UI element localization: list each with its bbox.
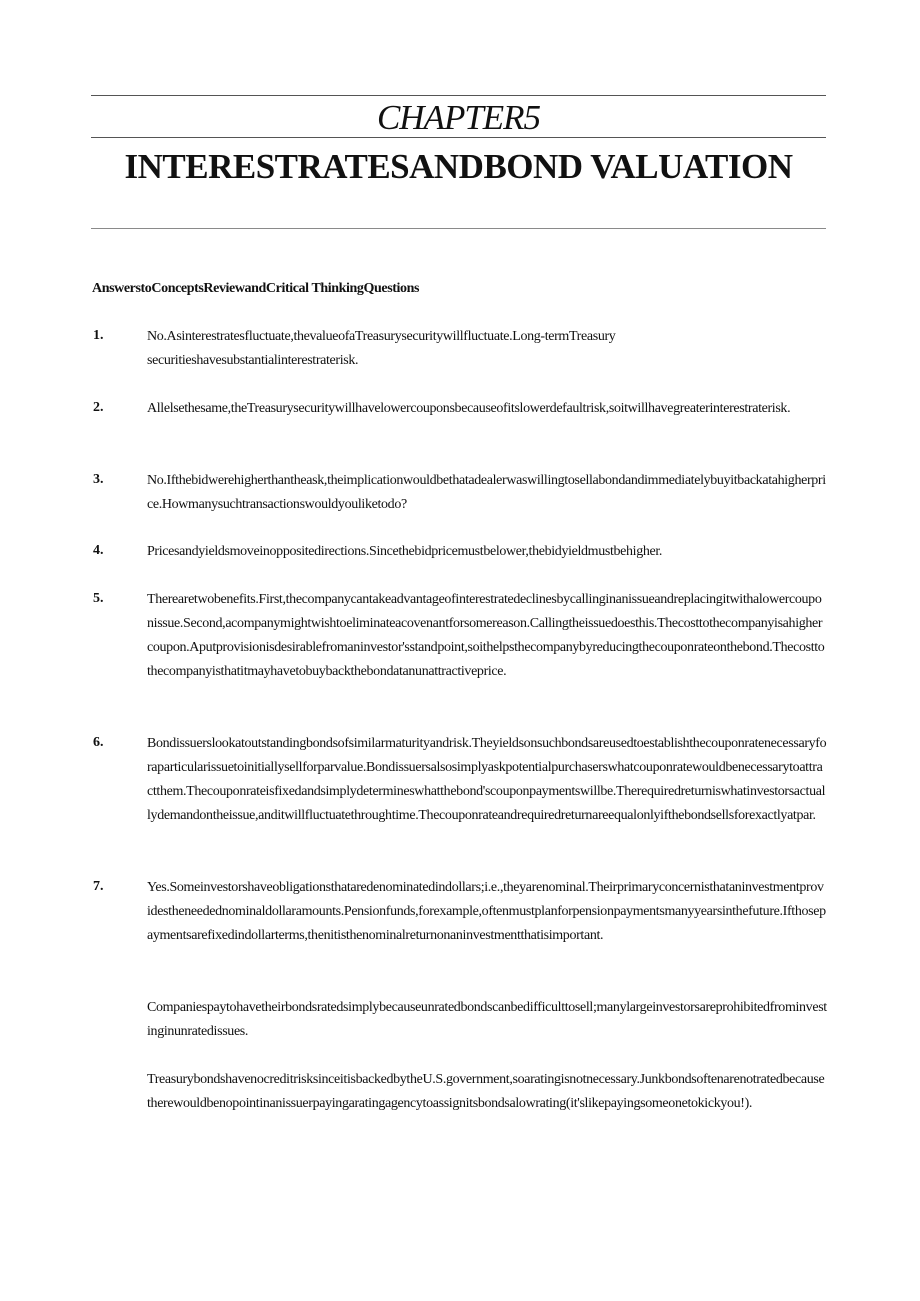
item-number-6: 6. (93, 735, 104, 750)
item-text-1: No.Asinterestratesfluctuate,thevalueofaTreasurysecuritywillfluctuate.Long-termTreasurysecuritieshavesubstantialinterestraterisk. (147, 329, 616, 368)
paragraph-ratings: Companiespaytohavetheirbondsratedsimplybecauseunratedbondscanbedifficulttosell;manylargeinvestorsareprohibitedfrominvestinginunratedissues. (147, 1000, 827, 1039)
item-number-2: 2. (93, 400, 104, 415)
item-number-3: 3. (93, 472, 104, 487)
item-number-5: 5. (93, 591, 104, 606)
item-number-4: 4. (93, 543, 104, 558)
item-text-2: Allelsethesame,theTreasurysecuritywillhavelowercouponsbecauseofitslowerdefaultrisk,soitwillhavegreaterinterestraterisk. (147, 401, 791, 416)
item-number-1: 1. (93, 328, 104, 343)
bottom-rule (91, 228, 826, 229)
chapter-title: INTERESTRATESANDBOND VALUATION (124, 147, 793, 186)
chapter-label: CHAPTER5 (376, 98, 541, 137)
section-heading: AnswerstoConceptsReviewandCritical ThinkingQuestions (92, 281, 420, 296)
item-text-5: Therearetwobenefits.First,thecompanycantakeadvantageofinterestratedeclinesbycallinginanissueandreplacingitwithalowercouponissue.Second,acompanymightwishtoeliminateacovenantforsomereason.Callingtheissuedoesthis.Thecosttothecompanyisahighercoupon.Aputprovisionisdesirablefromaninvestor'sstandpoint,soithelpsthecompanybyreducingthecouponrateonthebond.Thecosttothecompanyisthatitmayhavetobuybackthebondatanunattractiveprice. (147, 592, 825, 679)
chapter-rule (91, 137, 826, 138)
item-text-4: Pricesandyieldsmoveinoppositedirections.Sincethebidpricemustbelower,thebidyieldmustbehigher. (147, 544, 663, 559)
paragraph-treasury-junk: TreasurybondshavenocreditrisksinceitisbackedbytheU.S.government,soaratingisnotnecessary.Junkbondsoftenarenotratedbecausetherewouldbenopointinanissuerpayingaratingagencytoassignitsbondsalowrating(it'slikepayingsomeonetokickyou!). (147, 1072, 825, 1111)
top-rule (91, 95, 826, 96)
item-text-7: Yes.Someinvestorshaveobligationsthataredenominatedindollars;i.e.,theyarenominal.Theirprimaryconcernisthataninvestmentprovidestheneedednominaldollaramounts.Pensionfunds,forexample,oftenmustplanforpensionpaymentsmanyyearsinthefuture.Ifthosepaymentsarefixedindollarterms,thenitisthenominalreturnonaninvestmentthatisimportant. (147, 880, 826, 943)
item-text-3: No.Ifthebidwerehigherthantheask,theimplicationwouldbethatadealerwaswillingtosellabondandimmediatelybuyitbackatahigherprice.Howmanysuchtransactionswouldyouliketodo? (147, 473, 826, 512)
item-text-6: Bondissuerslookatoutstandingbondsofsimilarmaturityandrisk.Theyieldsonsuchbondsareusedtoestablishthecouponratenecessaryforaparticularissuetoinitiallysellforparvalue.Bondissuersalsosimplyaskpotentialpurchaserswhatcouponratewouldbenecessarytoattractthem.Thecouponrateisfixedandsimplydetermineswhatthebond'scouponpaymentswillbe.Therequiredreturniswhatinvestorsactuallydemandontheissue,anditwillfluctuatethroughtime.Thecouponrateandrequiredreturnareequalonlyifthebondsellsforexactlyatpar. (147, 736, 827, 823)
item-number-7: 7. (93, 879, 104, 894)
